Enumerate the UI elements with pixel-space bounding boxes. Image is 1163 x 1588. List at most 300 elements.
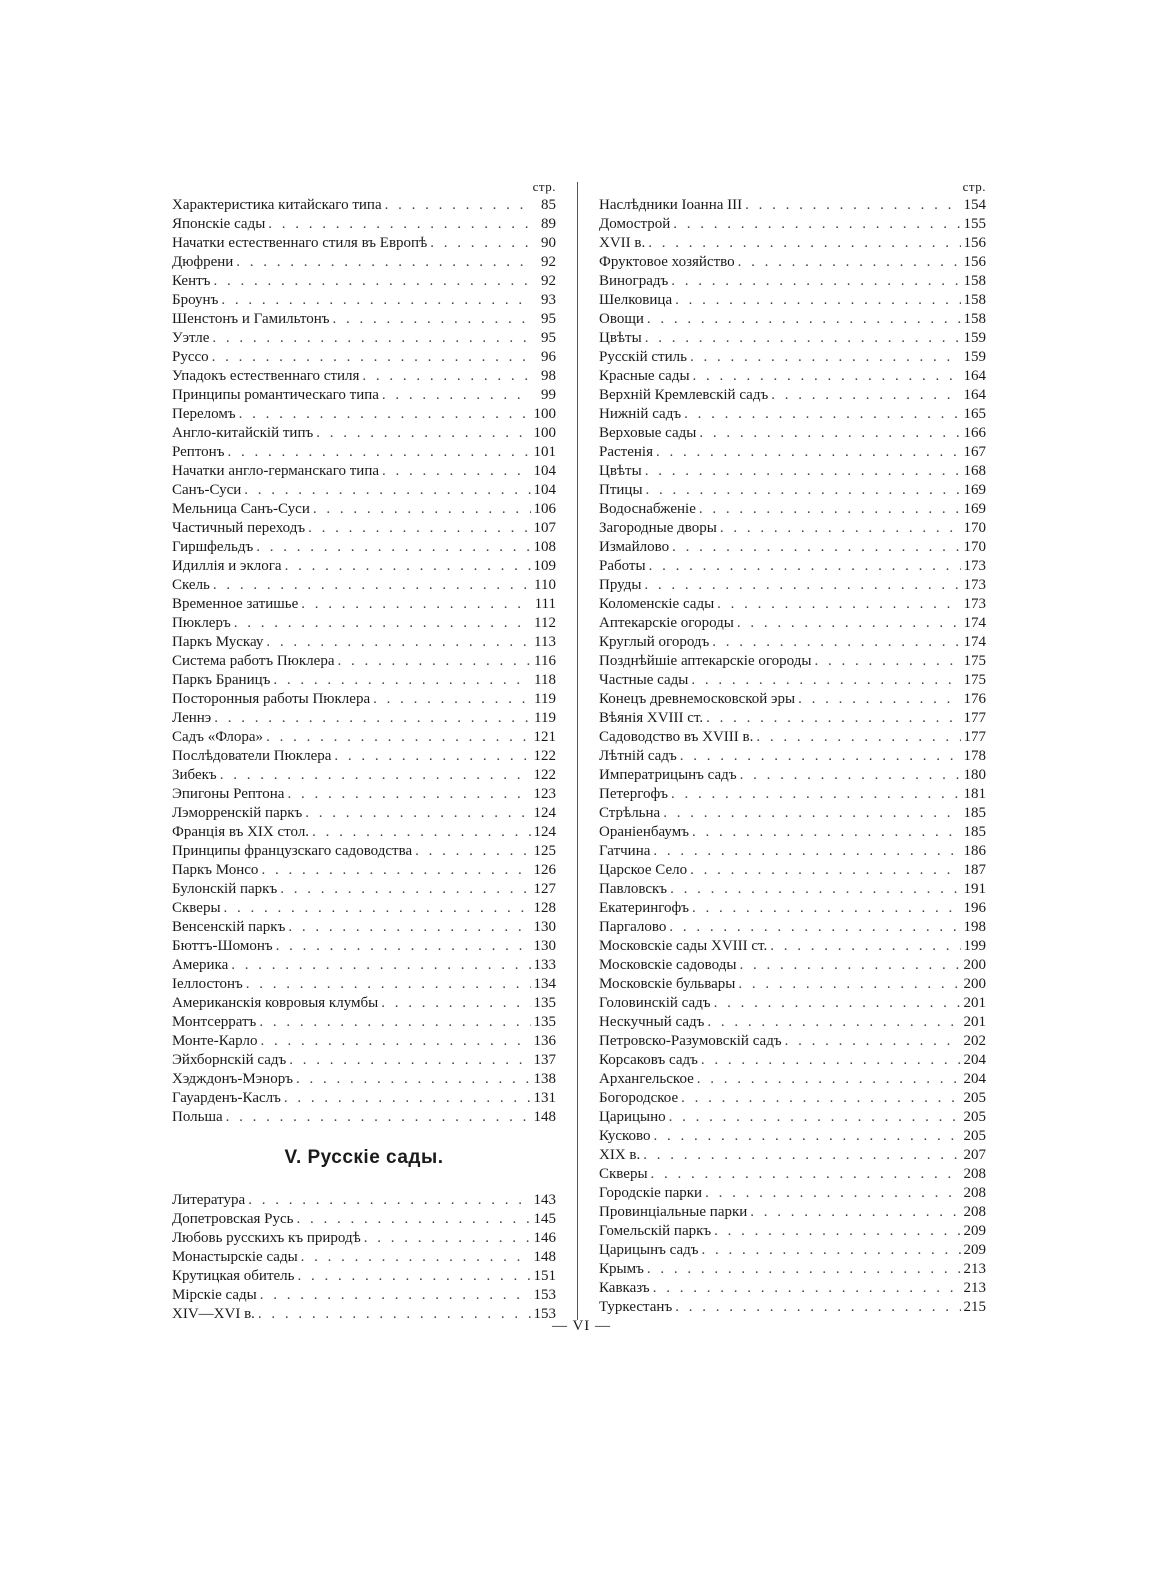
dot-leader (669, 918, 960, 937)
dot-leader (248, 1191, 530, 1210)
toc-entry (599, 1013, 986, 1032)
toc-entry-page: 185 (963, 805, 986, 821)
toc-entry (172, 367, 556, 386)
dot-leader (226, 1108, 531, 1127)
dot-leader (651, 1165, 961, 1184)
toc-entry-page: 98 (541, 368, 556, 384)
toc-entry-page: 148 (533, 1109, 556, 1125)
toc-entry-title: XVII в. (599, 235, 646, 251)
dot-leader (681, 1089, 960, 1108)
toc-entry-page: 146 (533, 1230, 556, 1246)
dot-leader (273, 671, 531, 690)
toc-entry-page: 138 (533, 1071, 556, 1087)
toc-entry-page: 85 (541, 197, 556, 213)
dot-leader (333, 310, 531, 329)
toc-entry-title: Эйхборнскій садъ (172, 1052, 287, 1068)
dot-leader (705, 1184, 960, 1203)
toc-entry (172, 899, 556, 918)
dot-leader (301, 595, 531, 614)
toc-entry-title: Лѣтній садъ (599, 748, 677, 764)
dot-leader (699, 500, 961, 519)
toc-entry-page: 130 (533, 919, 556, 935)
toc-entry-page: 107 (533, 520, 556, 536)
toc-entry-title: Характеристика китайскаго типа (172, 197, 382, 213)
toc-entry-page: 128 (533, 900, 556, 916)
dot-leader (690, 348, 961, 367)
dot-leader (680, 747, 961, 766)
toc-entry-title: Богородское (599, 1090, 679, 1106)
toc-entry-page: 205 (963, 1090, 986, 1106)
toc-entry-title: Принципы французскаго садоводства (172, 843, 413, 859)
dot-leader (697, 1070, 961, 1089)
toc-entry (599, 367, 986, 386)
toc-entry-page: 166 (963, 425, 986, 441)
toc-entry-page: 133 (533, 957, 556, 973)
toc-entry-title: Красные сады (599, 368, 690, 384)
page-number-footer: — VI — (551, 1318, 612, 1334)
toc-entry (599, 1260, 986, 1279)
toc-entry (172, 633, 556, 652)
toc-entry-title: Идиллія и эклога (172, 558, 282, 574)
dot-leader (785, 1032, 961, 1051)
toc-entry-page: 170 (963, 539, 986, 555)
toc-entry (172, 823, 556, 842)
dot-leader (814, 652, 960, 671)
dot-leader (647, 310, 961, 329)
toc-entry-title: Частные сады (599, 672, 689, 688)
toc-entry-page: 148 (533, 1249, 556, 1265)
dot-leader (236, 253, 531, 272)
dot-leader (305, 804, 530, 823)
toc-entry-page: 153 (533, 1306, 556, 1322)
dot-leader (675, 291, 960, 310)
toc-entry-page: 96 (541, 349, 556, 365)
toc-entry (599, 329, 986, 348)
toc-entry-title: Допетровская Русь (172, 1211, 294, 1227)
toc-entry-page: 208 (963, 1185, 986, 1201)
toc-entry (599, 310, 986, 329)
toc-entry-title: Садъ «Флора» (172, 729, 264, 745)
toc-entry-page: 205 (963, 1109, 986, 1125)
dot-leader (672, 538, 960, 557)
toc-entry (172, 310, 556, 329)
dot-leader (213, 272, 531, 291)
dot-leader (220, 766, 531, 785)
toc-entry-page: 130 (533, 938, 556, 954)
toc-entry-title: Гиршфельдъ (172, 539, 254, 555)
toc-entry (599, 1279, 986, 1298)
toc-entry (599, 462, 986, 481)
toc-entry-title: Рептонъ (172, 444, 225, 460)
dot-leader (364, 1229, 531, 1248)
toc-entry-title: Водоснабженіе (599, 501, 696, 517)
toc-entry-page: 135 (533, 1014, 556, 1030)
dot-leader (308, 519, 530, 538)
toc-entry-page: 187 (963, 862, 986, 878)
dot-leader (699, 424, 960, 443)
toc-entry (172, 937, 556, 956)
toc-entry-page: 169 (963, 482, 986, 498)
dot-leader (645, 329, 961, 348)
dot-leader (738, 253, 961, 272)
toc-entry-page: 159 (963, 330, 986, 346)
toc-entry-page: 175 (963, 653, 986, 669)
toc-entry-title: Стрѣльна (599, 805, 661, 821)
toc-entry-page: 93 (541, 292, 556, 308)
toc-entry (172, 348, 556, 367)
dot-leader (313, 500, 531, 519)
toc-entry-title: Японскіе сады (172, 216, 266, 232)
toc-entry-title: Лэморренскій паркъ (172, 805, 303, 821)
toc-entry (172, 1248, 556, 1267)
toc-entry-page: 209 (963, 1242, 986, 1258)
toc-entry-page: 158 (963, 273, 986, 289)
dot-leader (288, 918, 530, 937)
dot-leader (771, 386, 960, 405)
dot-leader (684, 405, 960, 424)
toc-entry (599, 709, 986, 728)
toc-entry-title: Корсаковъ садъ (599, 1052, 698, 1068)
toc-entry (599, 861, 986, 880)
toc-entry (172, 1108, 556, 1127)
toc-entry (172, 1267, 556, 1286)
toc-entry-title: Вѣянія XVIII ст. (599, 710, 704, 726)
toc-entry-title: Цвѣты (599, 330, 642, 346)
toc-entry (599, 519, 986, 538)
toc-entry (172, 842, 556, 861)
dot-leader (648, 234, 960, 253)
toc-entry (172, 291, 556, 310)
toc-entry-page: 176 (963, 691, 986, 707)
dot-leader (653, 1279, 961, 1298)
toc-entry-title: Посторонныя работы Пюклера (172, 691, 371, 707)
toc-entry (172, 405, 556, 424)
dot-leader (296, 1070, 531, 1089)
toc-entry (599, 272, 986, 291)
toc-entry-title: Скель (172, 577, 210, 593)
toc-entry-page: 89 (541, 216, 556, 232)
toc-entry (172, 1089, 556, 1108)
toc-entry (172, 595, 556, 614)
toc-entry-title: Царское Село (599, 862, 688, 878)
toc-entry-title: Франція въ XIX стол. (172, 824, 310, 840)
toc-entry-title: Виноградъ (599, 273, 669, 289)
toc-entry-page: 113 (534, 634, 556, 650)
toc-entry-title: Пруды (599, 577, 642, 593)
dot-leader (654, 1127, 961, 1146)
toc-entry (599, 291, 986, 310)
toc-entry-page: 215 (963, 1299, 986, 1315)
toc-entry-title: Петергофъ (599, 786, 668, 802)
toc-entry-page: 90 (541, 235, 556, 251)
toc-entry-title: Начатки англо-германскаго типа (172, 463, 380, 479)
toc-entry-title: Зибекъ (172, 767, 217, 783)
dot-leader (221, 291, 531, 310)
toc-entry (172, 462, 556, 481)
toc-entry (599, 766, 986, 785)
toc-entry-page: 204 (963, 1071, 986, 1087)
toc-entry (599, 842, 986, 861)
toc-entry-page: 112 (534, 615, 556, 631)
toc-entry-title: Венсенскій паркъ (172, 919, 286, 935)
toc-entry (599, 557, 986, 576)
toc-entry-title: Московскіе садоводы (599, 957, 737, 973)
toc-entry-page: 108 (533, 539, 556, 555)
toc-entry (599, 918, 986, 937)
dot-leader (714, 1222, 960, 1241)
toc-entry-page: 200 (963, 957, 986, 973)
toc-entry-title: Туркестанъ (599, 1299, 673, 1315)
toc-entry (172, 709, 556, 728)
dot-leader (268, 215, 531, 234)
toc-entry-title: Провинціальные парки (599, 1204, 748, 1220)
toc-entry (172, 747, 556, 766)
toc-entry-page: 109 (533, 558, 556, 574)
toc-entry (172, 519, 556, 538)
dot-leader (301, 1248, 531, 1267)
dot-leader (690, 861, 960, 880)
dot-leader (738, 975, 960, 994)
toc-entry (172, 538, 556, 557)
toc-entry-page: 196 (963, 900, 986, 916)
toc-entry-page: 122 (533, 748, 556, 764)
toc-entry-page: 181 (963, 786, 986, 802)
toc-entry-title: Шелковица (599, 292, 673, 308)
dot-leader (297, 1267, 530, 1286)
toc-entry-page: 199 (963, 938, 986, 954)
toc-entry (172, 1229, 556, 1248)
dot-leader (644, 576, 960, 595)
dot-leader (289, 1051, 530, 1070)
toc-entry-page: 174 (963, 634, 986, 650)
toc-entry (172, 253, 556, 272)
toc-entry-title: Аптекарскіе огороды (599, 615, 734, 631)
toc-entry-title: Птицы (599, 482, 643, 498)
toc-entry (599, 253, 986, 272)
dot-leader (653, 842, 960, 861)
toc-entry-page: 170 (963, 520, 986, 536)
toc-entry-title: Санъ-Суси (172, 482, 242, 498)
toc-entry-title: Царицыно (599, 1109, 666, 1125)
dot-leader (362, 367, 531, 386)
toc-entry-title: Дюфрени (172, 254, 234, 270)
toc-entry-page: 124 (533, 805, 556, 821)
toc-entry-title: Паркъ Монсо (172, 862, 259, 878)
dot-leader (382, 386, 531, 405)
toc-entry-title: Растенія (599, 444, 653, 460)
toc-entry-title: Садоводство въ XVIII в. (599, 729, 754, 745)
dot-leader (669, 1108, 961, 1127)
dot-leader (266, 728, 530, 747)
toc-entry-title: Гомельскій паркъ (599, 1223, 712, 1239)
toc-entry (599, 1203, 986, 1222)
dot-leader (316, 424, 530, 443)
toc-entry (599, 899, 986, 918)
toc-entry-page: 164 (963, 368, 986, 384)
toc-entry-title: Верхній Кремлевскій садъ (599, 387, 769, 403)
toc-entry-title: Гауарденъ-Каслъ (172, 1090, 281, 1106)
toc-entry-title: Шенстонъ и Гамильтонъ (172, 311, 330, 327)
toc-entry-page: 131 (533, 1090, 556, 1106)
dot-leader (770, 937, 960, 956)
toc-entry-title: Фруктовое хозяйство (599, 254, 735, 270)
toc-entry-title: Головинскій садъ (599, 995, 711, 1011)
toc-entry (599, 405, 986, 424)
toc-entry-page: 116 (534, 653, 556, 669)
toc-entry-page: 213 (963, 1261, 986, 1277)
toc-entry-page: 155 (963, 216, 986, 232)
toc-entry-title: Позднѣйшіе аптекарскіе огороды (599, 653, 812, 669)
dot-leader (334, 747, 530, 766)
dot-leader (212, 329, 531, 348)
toc-entry-page: 213 (963, 1280, 986, 1296)
toc-entry-title: Кавказъ (599, 1280, 650, 1296)
toc-entry-title: Гатчина (599, 843, 651, 859)
toc-entry (599, 424, 986, 443)
toc-entry-title: Кусково (599, 1128, 651, 1144)
dot-leader (750, 1203, 960, 1222)
dot-leader (740, 766, 961, 785)
toc-entry-page: 159 (963, 349, 986, 365)
toc-entry-page: 177 (963, 710, 986, 726)
dot-leader (706, 709, 960, 728)
toc-entry-title: Русскій стиль (599, 349, 687, 365)
toc-entry-title: Бюттъ-Шомонъ (172, 938, 273, 954)
toc-entry-page: 104 (533, 463, 556, 479)
toc-entry-page: 99 (541, 387, 556, 403)
toc-entry (599, 614, 986, 633)
page-column-header: стр. (962, 179, 986, 194)
toc-entry-title: Кентъ (172, 273, 211, 289)
dot-leader (645, 462, 961, 481)
dot-leader (260, 1032, 530, 1051)
toc-entry-title: Монастырскіе сады (172, 1249, 298, 1265)
toc-entry (172, 557, 556, 576)
toc-entry (172, 690, 556, 709)
dot-leader (373, 690, 531, 709)
toc-entry-page: 111 (534, 596, 556, 612)
toc-entry-title: Императрицынъ садъ (599, 767, 737, 783)
toc-entry-title: Временное затишье (172, 596, 299, 612)
toc-entry (172, 234, 556, 253)
column-divider (577, 182, 578, 1320)
toc-entry-page: 165 (963, 406, 986, 422)
toc-entry (172, 1191, 556, 1210)
toc-entry-title: Англо-китайскій типъ (172, 425, 314, 441)
dot-leader (720, 519, 961, 538)
toc-entry-title: Булонскій паркъ (172, 881, 278, 897)
toc-entry (172, 1070, 556, 1089)
toc-entry-title: Монте-Карло (172, 1033, 258, 1049)
dot-leader (737, 614, 961, 633)
dot-leader (670, 880, 960, 899)
toc-entry-page: 118 (534, 672, 556, 688)
toc-entry-title: Архангельское (599, 1071, 694, 1087)
toc-left-column (172, 178, 556, 1324)
toc-entry-page: 123 (533, 786, 556, 802)
dot-leader (276, 937, 531, 956)
toc-entry (599, 1146, 986, 1165)
toc-entry (172, 728, 556, 747)
toc-entry-title: XIV—XVI в. (172, 1306, 255, 1322)
toc-entry-page: 186 (963, 843, 986, 859)
section-title: V. Русскіе сады. (284, 1147, 444, 1168)
toc-entry (172, 424, 556, 443)
dot-leader (649, 557, 961, 576)
toc-entry-page: 191 (963, 881, 986, 897)
toc-entry-page: 207 (963, 1147, 986, 1163)
toc-entry-title: Начатки естественнаго стиля въ Европѣ (172, 235, 428, 251)
toc-entry-page: 134 (533, 976, 556, 992)
toc-entry-page: 106 (533, 501, 556, 517)
toc-entry-page: 177 (963, 729, 986, 745)
toc-entry (599, 538, 986, 557)
toc-entry (599, 386, 986, 405)
toc-entry (599, 595, 986, 614)
toc-entry-page: 198 (963, 919, 986, 935)
toc-entry-page: 125 (533, 843, 556, 859)
toc-entry-page: 101 (533, 444, 556, 460)
toc-entry-page: 200 (963, 976, 986, 992)
dot-leader (337, 652, 531, 671)
toc-entry-page: 143 (533, 1192, 556, 1208)
toc-entry-page: 209 (963, 1223, 986, 1239)
toc-entry (172, 1286, 556, 1305)
toc-entry-title: Хэдждонъ-Мэноръ (172, 1071, 293, 1087)
toc-entry-title: Любовь русскихъ къ природѣ (172, 1230, 361, 1246)
toc-entry-title: Руссо (172, 349, 209, 365)
toc-entry-title: Круглый огородъ (599, 634, 710, 650)
toc-entry-title: Іеллостонъ (172, 976, 243, 992)
dot-leader (714, 994, 961, 1013)
toc-entry (172, 215, 556, 234)
toc-entry-title: Верховые сады (599, 425, 697, 441)
toc-entry-title: Монтсерратъ (172, 1014, 257, 1030)
toc-entry (599, 994, 986, 1013)
toc-entry-page: 180 (963, 767, 986, 783)
toc-entry-title: Павловскъ (599, 881, 668, 897)
dot-leader (756, 728, 960, 747)
dot-leader (663, 804, 960, 823)
toc-entry (599, 880, 986, 899)
dot-leader (227, 443, 530, 462)
dot-leader (717, 595, 960, 614)
toc-entry-title: Уэтле (172, 330, 210, 346)
dot-leader (671, 272, 960, 291)
dot-leader (285, 557, 531, 576)
toc-entry (599, 690, 986, 709)
toc-entry (172, 804, 556, 823)
toc-entry (599, 785, 986, 804)
toc-entry-page: 185 (963, 824, 986, 840)
toc-entry-title: Мельница Санъ-Суси (172, 501, 310, 517)
toc-entry-page: 173 (963, 577, 986, 593)
dot-leader (382, 462, 530, 481)
toc-entry-title: Домострой (599, 216, 671, 232)
dot-leader (656, 443, 961, 462)
toc-entry-page: 135 (533, 995, 556, 1011)
dot-leader (312, 823, 530, 842)
toc-entry-title: Литература (172, 1192, 246, 1208)
dot-leader (745, 196, 960, 215)
toc-entry-title: Крутицкая обитель (172, 1268, 295, 1284)
toc-entry-title: XIX в. (599, 1147, 641, 1163)
toc-entry (172, 671, 556, 690)
toc-entry-title: Послѣдователи Пюклера (172, 748, 332, 764)
dot-leader (266, 633, 531, 652)
toc-entry-page: 208 (963, 1166, 986, 1182)
toc-entry-page: 169 (963, 501, 986, 517)
